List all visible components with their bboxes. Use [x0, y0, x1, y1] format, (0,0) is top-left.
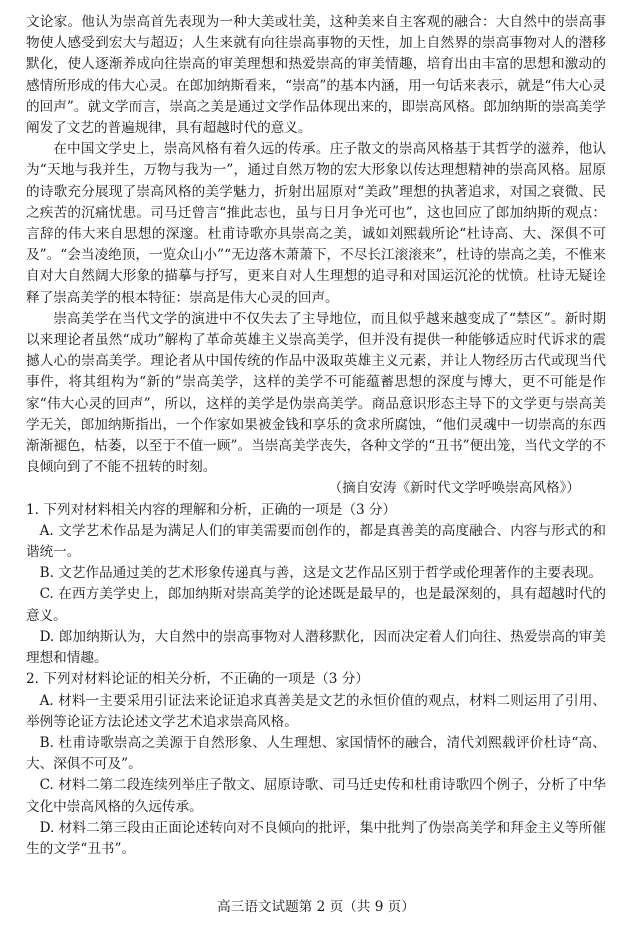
article-paragraph-2: 在中国文学史上，崇高风格有着久远的传承。庄子散文的崇高风格基于其哲学的滋养，他认为“天地与我并生，万物与我为一”，通过自然万物的宏大形象以传达理想精神的崇高风格。屈原的诗歌充分展现了崇高风格的美学魅力，折射出屈原对“美政”理想的执著追求，对国之衰微、民之疾苦的沉痛忧患。司马迁曾言“推此志也，虽与日月争光可也”，这也回应了郎加纳斯的观点：言辞的伟大来自思想的深邃。杜甫诗歌亦具崇高之美，诚如刘熙载所论“杜诗高、大、深俱不可及”。“会当凌绝顶，一览众山小”“无边落木萧萧下，不尽长江滚滚来”，杜诗的崇高之美，不惟来自对大自然阔大形象的描摹与抒写，更来自对人生理想的追寻和对国运沉沦的忧愤。杜诗无疑诠释了崇高美学的根本特征：崇高是伟大心灵的回声。: [26, 141, 606, 306]
question-1-option-c: C. 在西方美学史上，郎加纳斯对崇高美学的论述既是最早的，也是最深刻的，具有超越时代的意义。: [26, 586, 606, 624]
question-1-option-d: D. 郎加纳斯认为，大自然中的崇高事物对人潜移默化，因而决定着人们向往、热爱崇高的审美理想和情趣。: [26, 628, 606, 667]
question-2: [26, 669, 606, 860]
question-1: [26, 500, 606, 670]
question-1-stem: 1. 下列对材料相关内容的理解和分析，正确的一项是（3 分）: [26, 501, 397, 518]
question-2-stem: 2. 下列对材料论证的相关分析，不正确的一项是（3 分）: [26, 671, 369, 688]
question-2-option-b: B. 杜甫诗歌崇高之美源于自然形象、人生理想、家国情怀的融合，清代刘熙载评价杜诗“高、大、深俱不可及”。: [26, 734, 606, 773]
article-source: （摘自安涛《新时代文学呼唤崇高风格》）: [328, 480, 580, 497]
article-paragraph-3: 崇高美学在当代文学的演进中不仅失去了主导地位，而且似乎越来越变成了“禁区”。新时期以来理论者虽然“成功”解构了革命英雄主义崇高美学，但并没有提供一种能够适应时代诉求的震撼人心的崇高美学。理论者从中国传统的作品中汲取英雄主义元素，并让人物经历古代或现当代事件，将其组构为“新的”崇高美学，这样的美学不可能蕴蓄思想的深度与博大，更不可能是作家“伟大心灵的回声”，所以，这样的美学是伪崇高美学。商品意识形态主导下的文学更与崇高美学无关，郎加纳斯指出，一个作家如果被金钱和享乐的贪求所腐蚀，“他们灵魂中一切崇高的东西渐渐褪色，枯萎，以至于不值一顾”。当崇高美学丧失，各种文学的“丑书”便出笼，当代文学的不良倾向到了不能不扭转的时刻。: [26, 310, 606, 476]
page-footer: 高三语文试题第 2 页（共 9 页）: [217, 899, 415, 915]
question-1-option-a: A. 文学艺术作品是为满足人们的审美需要而创作的，都是真善美的高度融合、内容与形式的和谐统一。: [26, 522, 606, 561]
article-body: [26, 12, 606, 500]
question-2-option-c: C. 材料二第二段连续列举庄子散文、屈原诗歌、司马迁史传和杜甫诗歌四个例子，分析了中华文化中崇高风格的久远传承。: [26, 777, 606, 815]
question-1-option-b: B. 文艺作品通过美的艺术形象传递真与善，这是文艺作品区别于哲学或伦理著作的主要表现。: [39, 565, 602, 582]
question-2-option-d: D. 材料二第三段由正面论述转向对不良倾向的批评，集中批判了伪崇高美学和拜金主义等所催生的文学“丑书”。: [26, 819, 606, 857]
question-2-option-a: A. 材料一主要采用引证法来论证追求真善美是文艺的永恒价值的观点，材料二则运用了引用、举例等论证方法论述文学艺术追求崇高风格。: [26, 692, 606, 730]
article-paragraph-1: 文论家。他认为崇高首先表现为一种大美或壮美，这种美来自主客观的融合：大自然中的崇高事物使人感受到宏大与超迈；人生来就有向往崇高事物的天性，加上自然界的崇高事物对人的潜移默化，使人逐渐养成向往崇高的审美理想和热爱崇高的审美情趣，培育出由丰富的思想和激动的感情所形成的伟大心灵。在郎加纳斯看来，“崇高”的基本内涵，用一句话来表示，就是“伟大心灵的回声”。就文学而言，崇高之美是通过文学作品体现出来的，即崇高风格。郎加纳斯的崇高美学阐发了文艺的普遍规律，具有超越时代的意义。: [26, 14, 606, 137]
